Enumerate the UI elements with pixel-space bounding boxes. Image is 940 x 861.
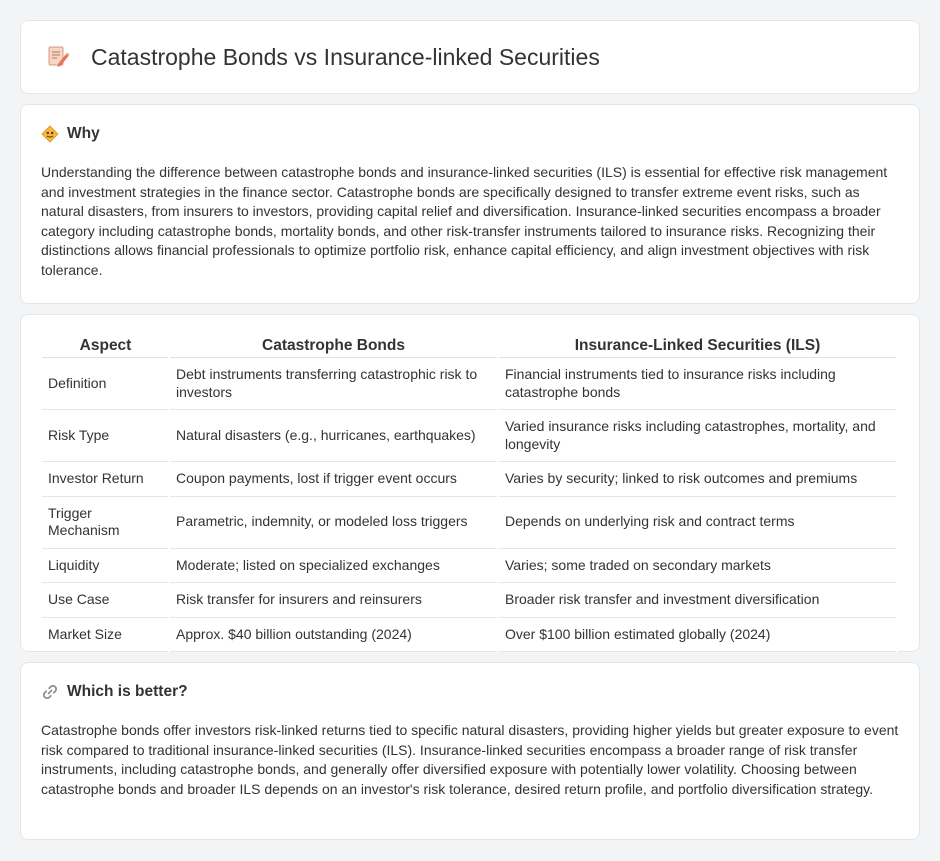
- row-catastrophe-bonds: Approx. $40 billion outstanding (2024): [169, 617, 498, 652]
- row-catastrophe-bonds: Debt instruments transferring catastrophic risk to investors: [169, 358, 498, 410]
- table-row: [42, 496, 897, 548]
- row-ils: Varies by security; linked to risk outcomes and premiums: [498, 462, 897, 497]
- row-aspect: Trigger Mechanism: [42, 496, 169, 548]
- row-catastrophe-bonds: Coupon payments, lost if trigger event occurs: [169, 462, 498, 497]
- row-catastrophe-bonds: Natural disasters (e.g., hurricanes, earthquakes): [169, 410, 498, 462]
- link-icon: [41, 683, 59, 701]
- row-catastrophe-bonds: Moderate; listed on specialized exchanges: [169, 548, 498, 583]
- page-header: [20, 20, 920, 94]
- row-aspect: Liquidity: [42, 548, 169, 583]
- row-ils: Over $100 billion estimated globally (2024): [498, 617, 897, 652]
- better-paragraph: Catastrophe bonds offer investors risk-linked returns tied to specific natural disasters, providing higher yields but greater exposure to event risk compared to traditional insurance-linked securities (ILS). Insurance-linked securities encompass a broader range of risk transfer instruments, including catastrophe bonds, and generally offer diversified exposure with potentially lower volatility. Choosing between catastrophe bonds and broader ILS depends on an investor's risk tolerance, desired return profile, and portfolio diversification strategy.: [41, 722, 899, 797]
- why-section: [20, 104, 920, 304]
- header-ils: Insurance-Linked Securities (ILS): [498, 333, 897, 358]
- table-row: [42, 583, 897, 618]
- better-title: Which is better?: [67, 683, 188, 700]
- table-row: [42, 617, 897, 652]
- why-paragraph: Understanding the difference between catastrophe bonds and insurance-linked securities (ILS) is essential for effective risk management and investment strategies in the finance sector. Catastrophe bonds are specifically designed to transfer extreme event risks, such as natural disasters, from insurers to investors, providing capital relief and diversification. Insurance-linked securities encompass a broader category including catastrophe bonds, mortality bonds, and other risk-transfer instruments tailored to insurance risks. Recognizing their distinctions allows financial professionals to optimize portfolio risk, enhance capital efficiency, and align investment objectives with risk tolerance.: [41, 164, 888, 278]
- row-catastrophe-bonds: Risk transfer for insurers and reinsurers: [169, 583, 498, 618]
- diamond-sign-icon: [41, 125, 59, 143]
- header-aspect: Aspect: [42, 333, 169, 358]
- row-ils: Broader risk transfer and investment diversification: [498, 583, 897, 618]
- which-is-better-section: [20, 662, 920, 840]
- row-aspect: Market Size: [42, 617, 169, 652]
- row-aspect: Risk Type: [42, 410, 169, 462]
- row-ils: Varied insurance risks including catastrophes, mortality, and longevity: [498, 410, 897, 462]
- row-aspect: Use Case: [42, 583, 169, 618]
- document-pencil-icon: [45, 44, 71, 70]
- row-ils: Financial instruments tied to insurance risks including catastrophe bonds: [498, 358, 897, 410]
- row-ils: Depends on underlying risk and contract terms: [498, 496, 897, 548]
- table-row: [42, 462, 897, 497]
- better-heading: [41, 683, 899, 701]
- row-ils: Varies; some traded on secondary markets: [498, 548, 897, 583]
- comparison-section: [20, 314, 920, 652]
- table-row: [42, 410, 897, 462]
- row-aspect: Definition: [42, 358, 169, 410]
- table-row: [42, 358, 897, 410]
- comparison-table: [42, 333, 898, 652]
- row-catastrophe-bonds: Parametric, indemnity, or modeled loss triggers: [169, 496, 498, 548]
- page-title: Catastrophe Bonds vs Insurance-linked Securities: [91, 43, 600, 70]
- table-header-row: [42, 333, 897, 358]
- header-catastrophe-bonds: Catastrophe Bonds: [169, 333, 498, 358]
- row-aspect: Investor Return: [42, 462, 169, 497]
- why-title: Why: [67, 125, 100, 142]
- why-heading: [41, 125, 899, 143]
- table-row: [42, 548, 897, 583]
